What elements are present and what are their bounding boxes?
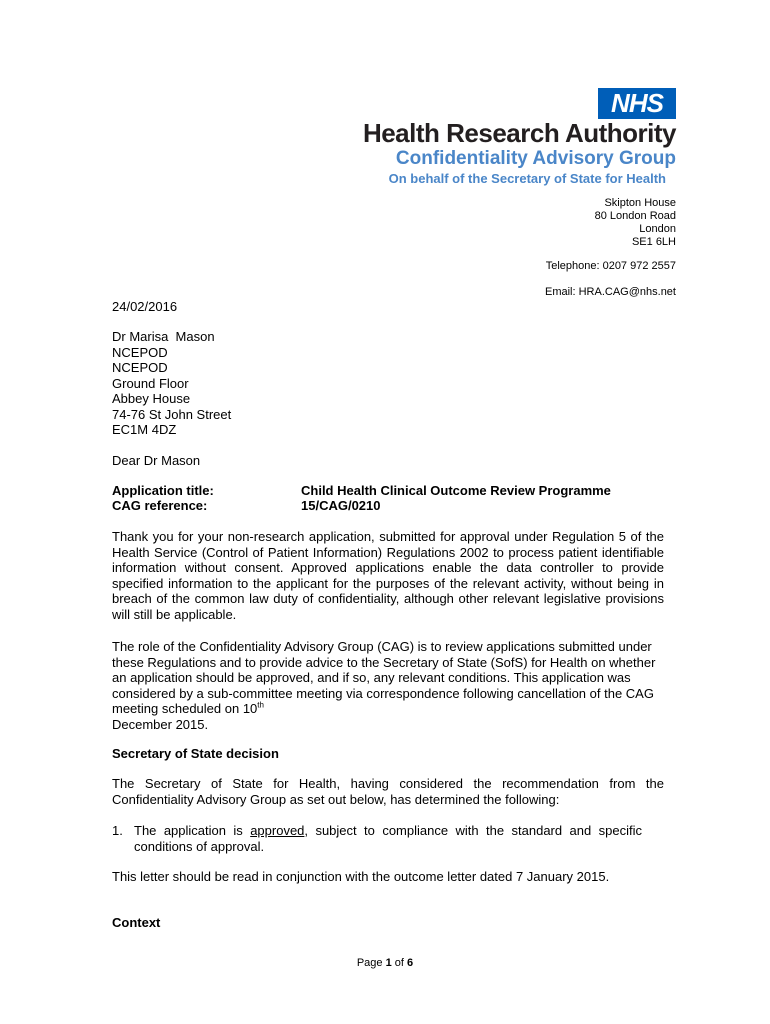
page-current: 1	[385, 957, 392, 969]
paragraph-determination: The Secretary of State for Health, having considered the recommendation from the Confidentiality Advisory Group as set out below, has determined the following:	[112, 776, 664, 807]
address-line: London	[639, 223, 676, 235]
cag-reference-value: 15/CAG/0210	[301, 498, 381, 513]
recipient-line: 74-76 St John Street	[112, 406, 232, 422]
nhs-logo: NHS	[598, 88, 676, 119]
application-title-value: Child Health Clinical Outcome Review Programme	[301, 483, 611, 498]
list-item	[112, 823, 642, 854]
list-number: 1.	[112, 823, 123, 838]
telephone: Telephone: 0207 972 2557	[545, 260, 676, 272]
list-post: , subject to compliance with the standard and specific conditions of approval.	[134, 823, 642, 854]
letter-date: 24/02/2016	[112, 299, 178, 314]
paragraph-role-end: December 2015.	[112, 716, 209, 732]
list-pre: The application is	[134, 823, 251, 838]
recipient-line: NCEPOD	[112, 344, 168, 360]
recipient-address	[112, 329, 231, 438]
behalf-line: On behalf of the Secretary of State for Health	[388, 171, 666, 186]
page-total: 6	[407, 957, 414, 969]
sender-address	[595, 197, 676, 249]
page-of: of	[391, 957, 408, 969]
group-name: Confidentiality Advisory Group	[395, 148, 676, 169]
list-text	[134, 823, 642, 854]
page-footer	[0, 957, 770, 969]
recipient-line: Ground Floor	[112, 375, 189, 391]
address-line: 80 London Road	[594, 210, 676, 222]
paragraph-role	[112, 639, 664, 732]
org-name: Health Research Authority	[362, 118, 676, 148]
heading-context: Context	[112, 915, 161, 930]
paragraph-role-text: The role of the Confidentiality Advisory Group (CAG) is to review applications submitted under these Regulations and to provide advice to the Secretary of State (SofS) for Health on whether an application should be approved, and if so, any relevant conditions. This application was considered by a sub-committee meeting via correspondence following cancellation of the CAG meeting scheduled on 10	[112, 639, 656, 716]
ordinal-suffix: th	[257, 700, 264, 710]
paragraph-intro: Thank you for your non-research application, submitted for approval under Regulation 5 of the Health Service (Control of Patient Information) Regulations 2002 to process patient identifiable information without consent. Approved applications enable the data controller to provide specified information to the applicant for the purposes of the relevant activity, without being in breach of the common law duty of confidentiality, although other relevant legislative provisions will still be applicable.	[112, 529, 664, 622]
application-title-label: Application title:	[112, 483, 214, 498]
address-line: Skipton House	[604, 197, 676, 209]
address-line: SE1 6LH	[631, 236, 676, 248]
recipient-line: Abbey House	[112, 391, 191, 406]
approved-emphasis: approved	[250, 823, 305, 838]
cag-reference-label: CAG reference:	[112, 498, 208, 513]
recipient-line: EC1M 4DZ	[112, 422, 177, 437]
heading-decision: Secretary of State decision	[112, 746, 279, 761]
page-word: Page	[356, 957, 386, 969]
email: Email: HRA.CAG@nhs.net	[545, 286, 676, 298]
recipient-line: NCEPOD	[112, 360, 168, 375]
salutation: Dear Dr Mason	[112, 453, 201, 468]
recipient-line: Dr Marisa Mason	[112, 329, 215, 344]
paragraph-read-with: This letter should be read in conjunction with the outcome letter dated 7 January 2015.	[112, 869, 610, 884]
